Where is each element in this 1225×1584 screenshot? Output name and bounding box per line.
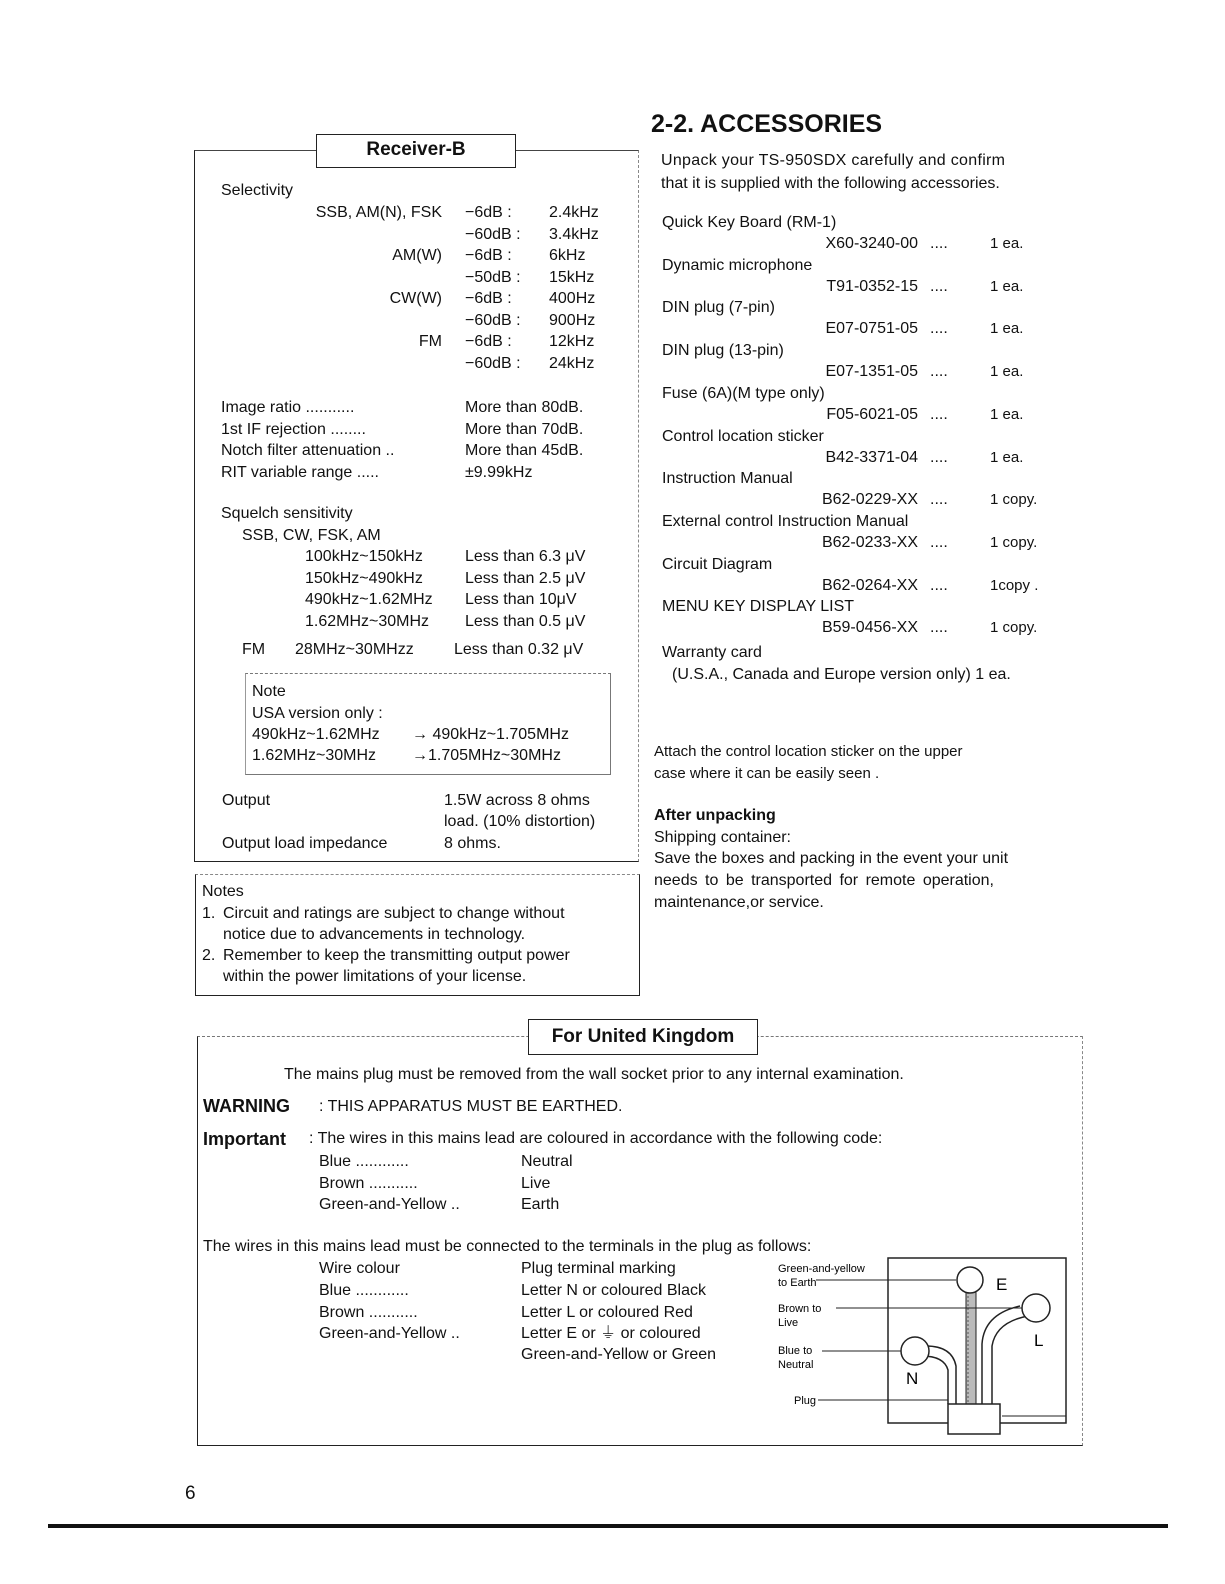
attach-line1: Attach the control location sticker on the upper [654,743,963,760]
page-number: 6 [185,1483,196,1504]
col-head-plug: Plug terminal marking [521,1260,676,1277]
selectivity-bandwidth: 2.4kHz [549,204,599,221]
live-terminal [1022,1294,1050,1322]
note-line1: USA version only : [252,705,383,722]
connect-line: The wires in this mains lead must be connected to the terminals in the plug as follows: [203,1238,812,1255]
code-wire: Green-and-Yellow .. [319,1196,460,1213]
accessory-dots: .... [930,619,948,637]
accessory-dots: .... [930,320,948,338]
accessory-dots: .... [930,448,948,466]
squelch-value: Less than 2.5 μV [465,569,586,587]
impedance-label: Output load impedance [222,835,388,852]
label-live: Live [778,1317,799,1329]
plug-wiring-diagram [770,1254,1070,1439]
warning-text: : THIS APPARATUS MUST BE EARTHED. [319,1098,623,1115]
output-label: Output [222,792,271,809]
accessory-part: F05-6021-05 [826,405,918,423]
label-neutral: Neutral [778,1359,814,1371]
code-wire: Blue ............ [319,1153,409,1170]
label-to-earth: to Earth [778,1277,817,1289]
spec-label: RIT variable range ..... [221,463,379,481]
squelch-range: 100kHz~150kHz [305,548,423,565]
after-line1: Shipping container: [654,829,791,846]
accessory-qty: 1 copy. [990,491,1038,509]
accessory-name: Control location sticker [662,427,824,445]
attach-line2: case where it can be easily seen . [654,765,880,782]
important-label: Important [203,1129,286,1149]
accessory-name: External control Instruction Manual [662,512,909,530]
accessory-part: E07-0751-05 [825,320,918,338]
accessory-dots: .... [930,235,948,252]
earth-terminal [957,1267,983,1293]
note-number: 1. [202,905,216,922]
term-wire: Green-and-Yellow .. [319,1325,460,1342]
selectivity-db: −6dB : [465,333,512,350]
accessory-part: E07-1351-05 [825,363,918,381]
fm-range: 28MHz~30MHzz [295,641,414,658]
accessory-part: T91-0352-15 [826,277,918,295]
selectivity-bandwidth: 12kHz [549,333,595,350]
accessory-part: B62-0264-XX [821,576,918,594]
spec-label: Notch filter attenuation .. [221,442,395,459]
note-line: Circuit and ratings are subject to change without [223,905,565,922]
selectivity-db: −6dB : [465,204,512,221]
after-unpacking-title: After unpacking [654,807,776,824]
accessory-name: DIN plug (7-pin) [662,299,775,317]
label-plug: Plug [794,1395,817,1407]
squelch-value: Less than 6.3 μV [465,548,586,565]
after-line2: Save the boxes and packing in the event your unit [654,850,1009,867]
accessory-dots: .... [930,576,948,594]
note-row2-a: 1.62MHz~30MHz [252,747,377,764]
accessory-part: B62-0229-XX [821,491,918,509]
code-function: Live [521,1174,551,1192]
col-head-wire: Wire colour [319,1260,400,1277]
uk-line1: The mains plug must be removed from the wall socket prior to any internal examination. [284,1066,904,1083]
squelch-range: 150kHz~490kHz [305,569,423,587]
accessory-part: B42-3371-04 [825,448,918,466]
notes-title: Notes [202,883,244,900]
selectivity-mode: AM(W) [392,247,442,264]
note-number: 2. [202,947,216,964]
spec-value: More than 45dB. [465,442,584,459]
spec-label: Image ratio ........... [221,399,355,416]
selectivity-bandwidth: 24kHz [549,354,595,372]
impedance-value: 8 ohms. [444,835,501,852]
accessory-qty: 1 ea. [990,277,1024,295]
squelch-range: 1.62MHz~30MHz [305,612,430,630]
footer-rule [48,1524,1168,1528]
note-line: within the power limitations of your license. [223,968,527,985]
selectivity-db: −60dB : [465,354,521,372]
selectivity-db: −6dB : [465,290,512,307]
accessory-qty: 1 copy. [990,619,1038,637]
accessory-name: Fuse (6A)(M type only) [662,384,825,402]
accessory-name: MENU KEY DISPLAY LIST [662,598,855,616]
accessory-qty: 1 ea. [990,235,1024,252]
letter-e: E [996,1275,1008,1294]
warning-label: WARNING [203,1096,290,1116]
accessory-dots: .... [930,277,948,295]
note-row1-b: → 490kHz~1.705MHz [412,726,569,743]
selectivity-db: −60dB : [465,225,521,243]
squelch-modes: SSB, CW, FSK, AM [242,527,381,544]
selectivity-bandwidth: 3.4kHz [549,225,599,243]
spec-value: More than 70dB. [465,420,584,438]
warranty-label: Warranty card [662,644,762,661]
label-brown-to: Brown to [778,1303,822,1315]
term-wire: Blue ............ [319,1282,409,1299]
selectivity-mode: FM [418,333,442,350]
letter-n: N [906,1369,919,1388]
code-wire: Brown ........... [319,1174,418,1192]
spec-value: ±9.99kHz [465,463,533,481]
receiver-b-title: Receiver-B [316,134,516,168]
accessory-qty: 1 ea. [990,448,1024,466]
label-blue-to: Blue to [778,1345,813,1357]
label-green-yellow: Green-and-yellow [778,1263,865,1275]
after-line3: needs to be transported for remote operation, [654,872,994,889]
spec-value: More than 80dB. [465,399,584,416]
accessories-title: 2-2. ACCESSORIES [651,110,883,138]
accessories-intro1: Unpack your TS-950SDX carefully and confirm [661,152,1006,169]
selectivity-db: −50dB : [465,268,521,286]
term-plug: Letter L or coloured Red [521,1303,693,1321]
accessory-qty: 1 ea. [990,320,1024,338]
accessory-dots: .... [930,491,948,509]
accessories-intro2: that it is supplied with the following accessories. [661,175,1000,192]
selectivity-db: −60dB : [465,311,521,329]
note-line: Remember to keep the transmitting output power [223,947,570,964]
accessory-name: Dynamic microphone [662,256,813,274]
selectivity-bandwidth: 15kHz [549,268,595,286]
accessory-part: B59-0456-XX [821,619,918,637]
selectivity-db: −6dB : [465,247,512,264]
term-last: Green-and-Yellow or Green [521,1346,717,1363]
plug-cord-grip [948,1404,1000,1434]
selectivity-bandwidth: 900Hz [549,311,596,329]
accessory-name: Instruction Manual [662,470,793,488]
warranty-detail: (U.S.A., Canada and Europe version only) 1 ea. [672,666,1011,683]
squelch-value: Less than 0.5 μV [465,612,586,630]
accessory-part: X60-3240-00 [825,235,918,252]
accessory-dots: .... [930,363,948,381]
term-wire: Brown ........... [319,1303,418,1321]
term-plug: Letter E or ⏚ or coloured [521,1325,701,1342]
squelch-range: 490kHz~1.62MHz [305,591,433,608]
squelch-value: Less than 10μV [465,591,577,608]
neutral-terminal [901,1337,929,1365]
accessory-name: Quick Key Board (RM-1) [662,214,837,231]
accessory-qty: 1 copy. [990,533,1038,551]
code-function: Neutral [521,1153,573,1170]
note-row1-a: 490kHz~1.62MHz [252,726,380,743]
fm-value: Less than 0.32 μV [454,641,584,658]
note-title: Note [252,683,286,700]
spec-label: 1st IF rejection ........ [221,420,366,438]
accessory-qty: 1copy . [990,576,1039,594]
after-line4: maintenance,or service. [654,894,824,911]
letter-l: L [1034,1331,1044,1350]
selectivity-bandwidth: 6kHz [549,247,586,264]
note-row2-b: →1.705MHz~30MHz [412,747,561,764]
note-line: notice due to advancements in technology. [223,926,526,943]
selectivity-label: Selectivity [221,182,294,199]
uk-title: For United Kingdom [528,1019,758,1055]
selectivity-mode: SSB, AM(N), FSK [315,204,442,221]
accessory-qty: 1 ea. [990,405,1024,423]
accessory-part: B62-0233-XX [821,533,918,551]
accessory-qty: 1 ea. [990,363,1024,381]
accessory-dots: .... [930,533,948,551]
accessory-dots: .... [930,405,948,423]
fm-label: FM [242,641,266,658]
output-value1: 1.5W across 8 ohms [444,792,590,809]
important-text: : The wires in this mains lead are coloured in accordance with the following code: [309,1130,883,1147]
term-plug: Letter N or coloured Black [521,1282,706,1299]
accessory-name: DIN plug (13-pin) [662,342,784,360]
squelch-label: Squelch sensitivity [221,505,353,522]
output-value2: load. (10% distortion) [444,813,596,830]
selectivity-bandwidth: 400Hz [549,290,596,307]
accessory-name: Circuit Diagram [662,555,773,573]
selectivity-mode: CW(W) [389,290,442,307]
code-function: Earth [521,1196,560,1213]
